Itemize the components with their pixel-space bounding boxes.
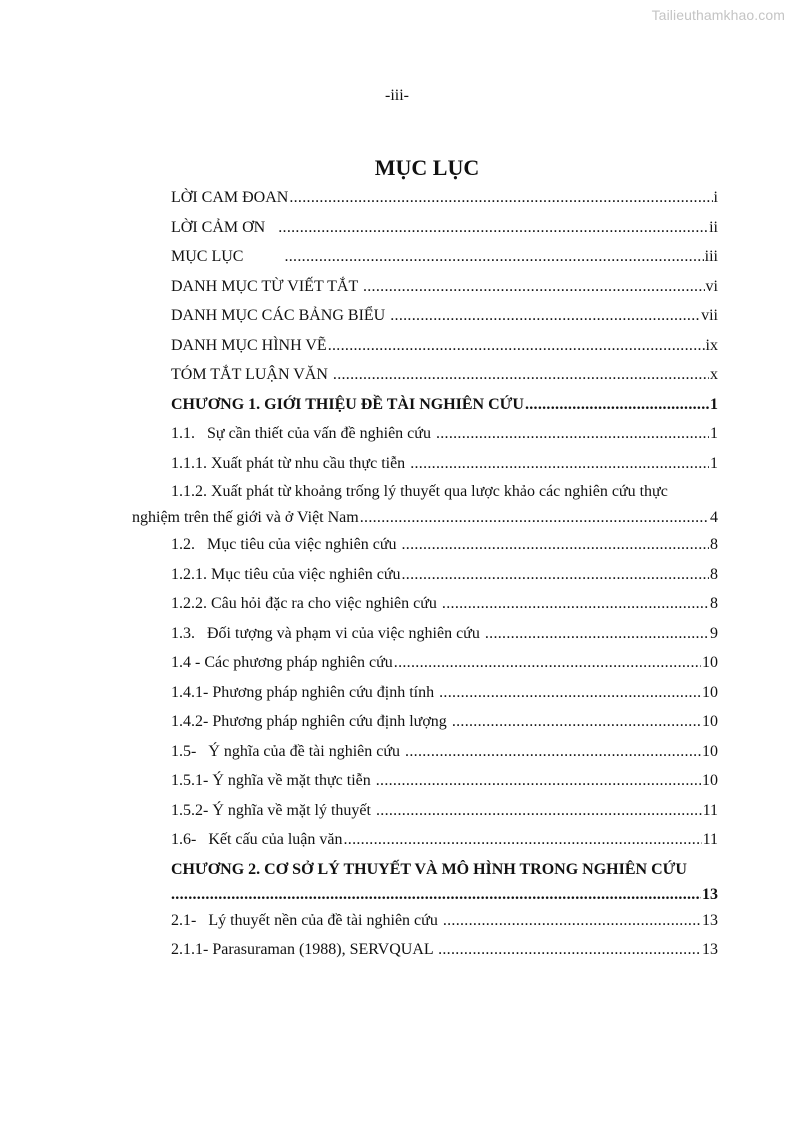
- toc-entry[interactable]: [171, 331, 718, 361]
- toc-entry-label: MỤC LỤC: [171, 248, 284, 265]
- toc-entry-label: 1.2. Mục tiêu của việc nghiên cứu: [171, 536, 401, 553]
- leader-dots: [452, 707, 701, 737]
- toc-entry-label: 1.3. Đối tượng và phạm vi của việc nghiên cứu: [171, 624, 484, 642]
- toc-entry-label: 1.6- Kết cấu của luận văn: [171, 831, 343, 848]
- toc-entry-page: 13: [702, 941, 718, 958]
- toc-entry-page: 10: [702, 713, 718, 730]
- toc-entry[interactable]: [171, 906, 718, 936]
- leader-dots: [436, 419, 709, 449]
- toc-entry[interactable]: [171, 301, 718, 331]
- toc-entry-label: DANH MỤC CÁC BẢNG BIỂU: [171, 307, 390, 324]
- toc-entry-label: TÓM TẮT LUẬN VĂN: [171, 366, 332, 383]
- toc-entry[interactable]: [171, 825, 718, 855]
- leader-dots: [405, 737, 701, 767]
- toc-entry-page: 10: [702, 683, 718, 701]
- toc-entry-page: 8: [710, 565, 718, 583]
- toc-entry[interactable]: [171, 360, 718, 390]
- toc-entry[interactable]: [171, 619, 718, 649]
- leader-dots: [485, 619, 709, 649]
- toc-entry[interactable]: [171, 678, 718, 708]
- toc-entry-label: 1.1.2. Xuất phát từ khoảng trống lý thuyết qua lược khảo các nghiên cứu thực: [171, 483, 668, 500]
- toc-entry-page: 11: [702, 831, 718, 848]
- toc-entry[interactable]: [171, 766, 718, 796]
- toc-entry-label: 1.5.1- Ý nghĩa về mặt thực tiễn: [171, 772, 375, 789]
- toc-entry[interactable]: [171, 560, 718, 590]
- toc-entry[interactable]: [132, 478, 718, 530]
- page-number: -iii-: [385, 87, 409, 104]
- toc-entry-page: 10: [702, 654, 718, 671]
- toc-entry-page: 13: [702, 885, 718, 903]
- toc-entry[interactable]: [171, 707, 718, 737]
- toc-entry[interactable]: [171, 530, 718, 560]
- toc-entry-label: CHƯƠNG 2. CƠ SỞ LÝ THUYẾT VÀ MÔ HÌNH TRONG NGHIÊN CỨU: [171, 860, 687, 878]
- leader-dots: [333, 360, 709, 390]
- page-title: MỤC LỤC: [374, 155, 480, 180]
- toc-entry-label: 1.1. Sự cần thiết của vấn đề nghiên cứu: [171, 425, 435, 442]
- toc-entry-page: 4: [710, 509, 718, 526]
- toc-entry[interactable]: [171, 935, 718, 965]
- leader-dots: [442, 589, 709, 619]
- toc-entry-page: 10: [702, 742, 718, 760]
- toc-entry[interactable]: [171, 419, 718, 449]
- toc-entry-label: 1.2.1. Mục tiêu của việc nghiên cứu: [171, 565, 401, 583]
- toc-entry-label: LỜI CẢM ƠN: [171, 218, 278, 236]
- toc-entry[interactable]: [171, 390, 718, 420]
- toc-entry-page: 8: [710, 595, 718, 612]
- toc-entry-label: 2.1.1- Parasuraman (1988), SERVQUAL: [171, 941, 438, 958]
- toc-entry-label: 2.1- Lý thuyết nền của đề tài nghiên cứu: [171, 911, 442, 929]
- leader-dots: [443, 906, 701, 936]
- leader-dots: [402, 560, 710, 590]
- leader-dots: [410, 449, 709, 479]
- leader-dots: [363, 272, 705, 302]
- leader-dots: [289, 183, 712, 213]
- toc-entry[interactable]: [171, 272, 718, 302]
- toc-entry-label: 1.4.1- Phương pháp nghiên cứu định tính: [171, 683, 439, 701]
- toc-entry-label: 1.5.2- Ý nghĩa về mặt lý thuyết: [171, 801, 375, 819]
- leader-dots: [360, 505, 709, 530]
- leader-dots: [328, 331, 705, 361]
- toc-entry-page: 1: [710, 395, 718, 413]
- toc-entry[interactable]: [171, 242, 718, 272]
- leader-dots: [394, 648, 701, 678]
- leader-dots: [278, 213, 708, 243]
- toc-entry-label: 1.4 - Các phương pháp nghiên cứu: [171, 654, 393, 671]
- leader-dots: [284, 242, 703, 272]
- toc-entry-page: x: [710, 366, 718, 383]
- leader-dots: [439, 678, 701, 708]
- toc-entry[interactable]: [171, 737, 718, 767]
- toc-entry[interactable]: [171, 855, 718, 906]
- toc-entry-page: 1: [710, 454, 718, 472]
- toc-entry-page: 1: [710, 425, 718, 442]
- toc-entry-page: ii: [709, 218, 718, 236]
- watermark: Tailieuthamkhao.com: [651, 7, 785, 23]
- toc-entry-page: 10: [702, 772, 718, 789]
- toc-entry-label: CHƯƠNG 1. GIỚI THIỆU ĐỀ TÀI NGHIÊN CỨU: [171, 395, 524, 413]
- leader-dots: [402, 530, 710, 560]
- toc-entry-page: i: [713, 189, 718, 206]
- leader-dots: [376, 796, 702, 826]
- toc-entry-page: ix: [705, 336, 718, 354]
- toc-entry-label: 1.2.2. Câu hỏi đặc ra cho việc nghiên cứu: [171, 595, 441, 612]
- toc-entry-label: 1.1.1. Xuất phát từ nhu cầu thực tiễn: [171, 454, 410, 472]
- table-of-contents: [132, 183, 718, 965]
- toc-entry-page: 13: [702, 911, 718, 929]
- toc-entry[interactable]: [171, 648, 718, 678]
- leader-dots: [390, 301, 700, 331]
- toc-entry[interactable]: [171, 213, 718, 243]
- toc-entry-page: vii: [701, 307, 718, 324]
- leader-dots: [171, 884, 701, 906]
- toc-entry-label: DANH MỤC HÌNH VẼ: [171, 336, 327, 354]
- toc-entry-label: 1.5- Ý nghĩa của đề tài nghiên cứu: [171, 742, 405, 760]
- toc-entry[interactable]: [171, 183, 718, 213]
- toc-entry-page: 11: [702, 801, 718, 819]
- toc-entry-label: nghiệm trên thế giới và ở Việt Nam: [132, 509, 359, 526]
- toc-entry[interactable]: [171, 449, 718, 479]
- leader-dots: [438, 935, 701, 965]
- toc-entry-page: 9: [710, 624, 718, 642]
- leader-dots: [376, 766, 701, 796]
- toc-entry-page: 8: [710, 536, 718, 553]
- leader-dots: [525, 390, 709, 420]
- toc-entry[interactable]: [171, 589, 718, 619]
- leader-dots: [343, 825, 701, 855]
- toc-entry-page: iii: [704, 248, 718, 265]
- toc-entry-label: LỜI CAM ĐOAN: [171, 189, 289, 206]
- toc-entry-page: vi: [705, 277, 718, 295]
- toc-entry-label: 1.4.2- Phương pháp nghiên cứu định lượng: [171, 713, 451, 730]
- toc-entry-label: DANH MỤC TỪ VIẾT TẮT: [171, 277, 362, 295]
- toc-entry[interactable]: [171, 796, 718, 826]
